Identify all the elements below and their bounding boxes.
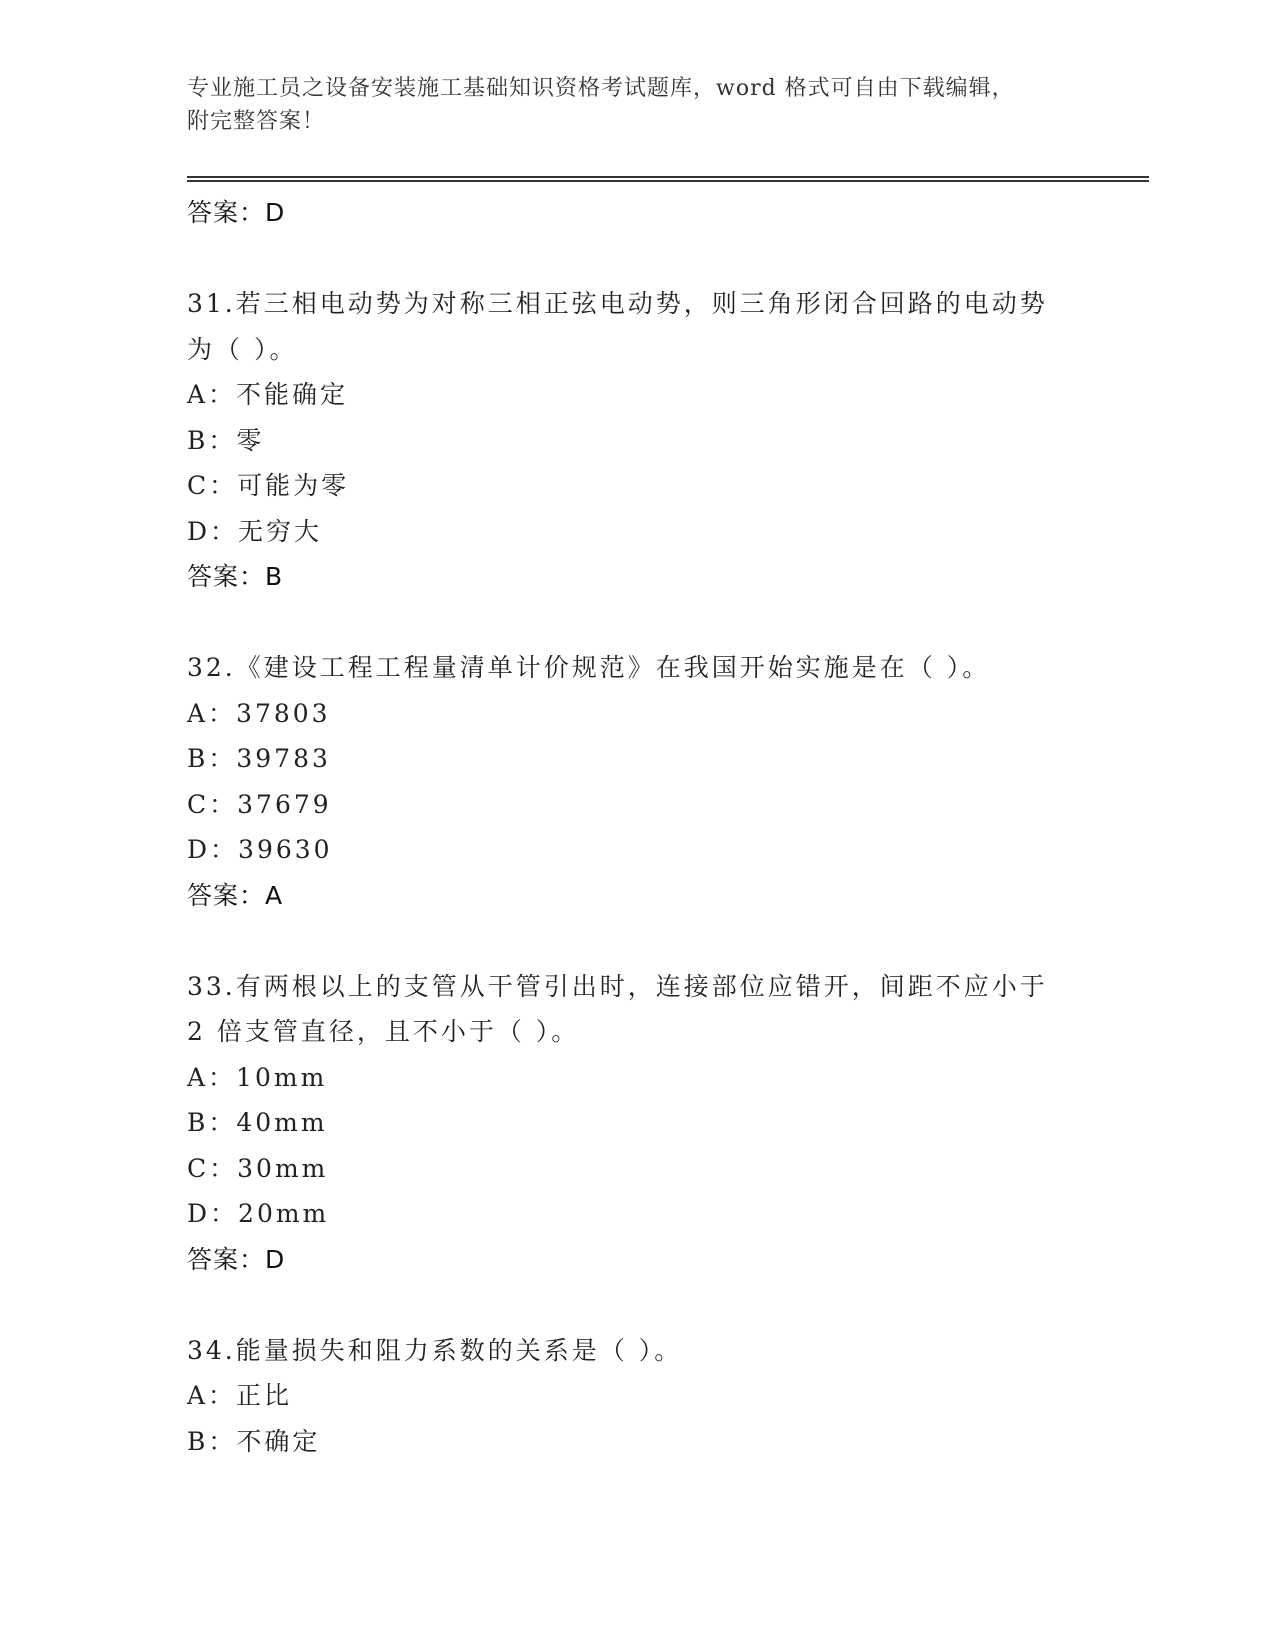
option-d: D：39630 (187, 835, 333, 864)
answer: 答案：B (187, 562, 284, 591)
option-b: B：40mm (187, 1108, 328, 1137)
question-text-continued: 为（ ）。 (187, 334, 298, 364)
answer: 答案：A (187, 880, 284, 910)
question-text: 31.若三相电动势为对称三相正弦电动势，则三角形闭合回路的电动势 (187, 289, 1048, 318)
spacer (187, 236, 1107, 282)
option-c: C：30mm (187, 1153, 329, 1183)
question-text: 33.有两根以上的支管从干管引出时，连接部位应错开，间距不应小于 (187, 971, 1048, 1001)
header-line-2: 附完整答案！ (187, 109, 326, 134)
option-a: A：正比 (187, 1381, 293, 1410)
question-text-continued: 2 倍支管直径，且不小于（ ）。 (187, 1017, 580, 1046)
previous-answer: 答案：D (187, 198, 286, 227)
question-32 (187, 645, 1107, 918)
header-line-1: 专业施工员之设备安装施工基础知识资格考试题库，word 格式可自由下载编辑， (187, 76, 1015, 101)
question-31 (187, 281, 1107, 600)
question-text: 34.能量损失和阻力系数的关系是（ ）。 (187, 1335, 683, 1365)
document-body (187, 190, 1107, 1464)
option-a: A：10mm (187, 1062, 328, 1092)
option-c: C：可能为零 (187, 471, 350, 500)
question-text: 32.《建设工程工程量清单计价规范》在我国开始实施是在（ ）。 (187, 653, 991, 682)
option-b: B：39783 (187, 744, 331, 773)
option-a: A：不能确定 (187, 380, 349, 409)
document-header (187, 72, 1067, 138)
spacer (187, 600, 1107, 646)
answer: 答案：D (187, 1244, 286, 1274)
option-b: B：零 (187, 425, 265, 455)
option-d: D：无穷大 (187, 516, 323, 546)
option-c: C：37679 (187, 789, 332, 819)
question-34 (187, 1328, 1107, 1465)
spacer (187, 1282, 1107, 1328)
option-d: D：20mm (187, 1199, 330, 1228)
option-a: A：37803 (187, 698, 331, 728)
question-33 (187, 964, 1107, 1283)
option-b: B：不确定 (187, 1426, 321, 1456)
header-divider (187, 176, 1149, 182)
spacer (187, 918, 1107, 964)
